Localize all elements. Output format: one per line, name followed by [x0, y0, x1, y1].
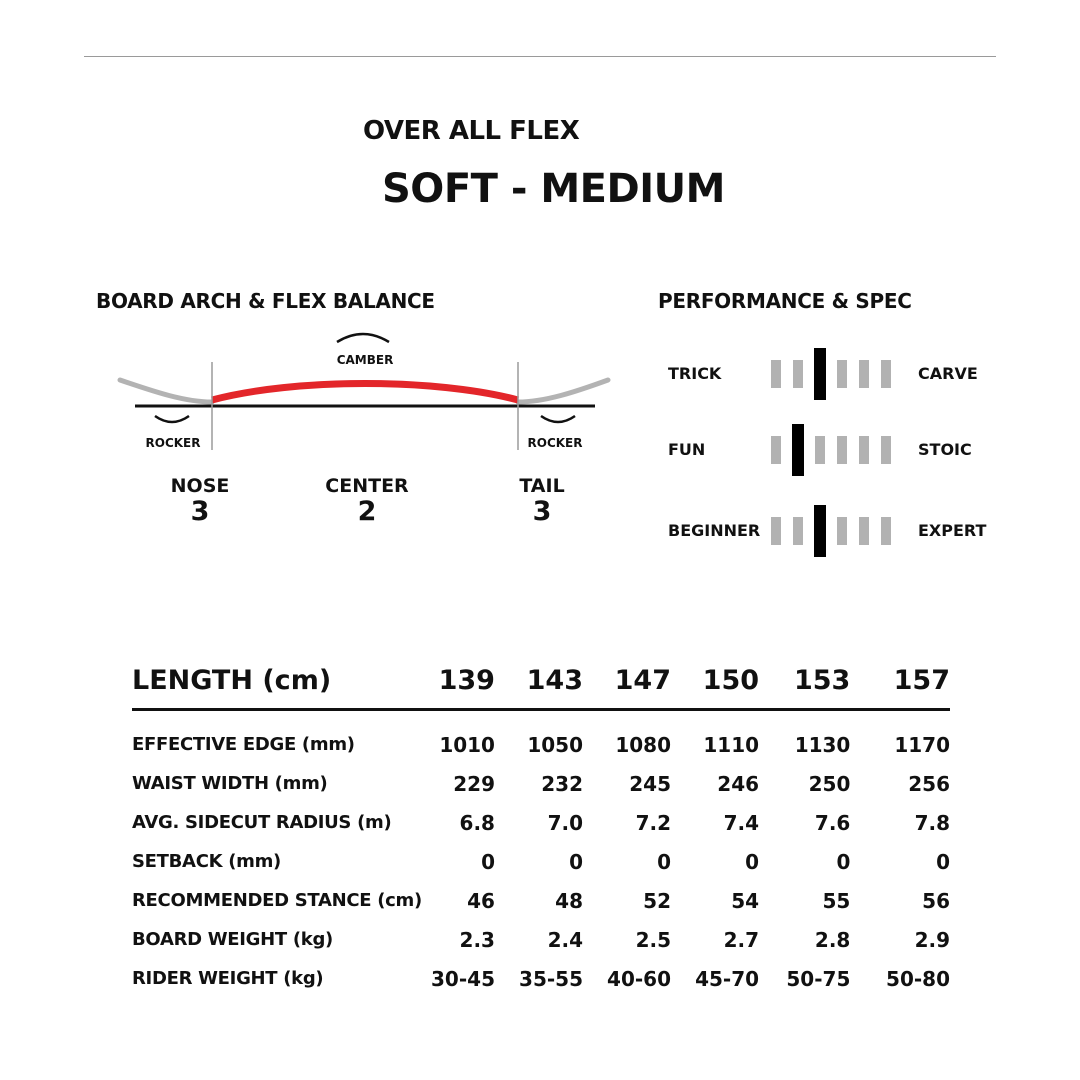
spec-cell: 7.2	[635, 810, 672, 835]
scale-marker-active	[792, 424, 804, 476]
spec-cell: 229	[453, 771, 495, 796]
scale-segment	[793, 517, 803, 545]
scale-segment	[881, 436, 891, 464]
camber-curve	[212, 384, 518, 401]
scale-fun-label: FUN	[668, 440, 706, 459]
length-header-label: LENGTH (cm)	[132, 660, 422, 710]
spec-row	[132, 881, 950, 920]
spec-cell: 245	[629, 771, 672, 796]
spec-cell: 2.3	[459, 927, 495, 952]
scale-beginner-expert	[776, 505, 886, 557]
spec-cell: 40-60	[607, 966, 672, 991]
zone-tail-label: TAIL	[519, 475, 565, 497]
spec-row	[132, 842, 950, 881]
spec-cell: 2.9	[914, 927, 950, 952]
spec-cell: 0	[569, 849, 583, 874]
spec-cell: 2.8	[814, 927, 851, 952]
scale-segment	[793, 360, 803, 388]
spec-cell: 55	[822, 888, 851, 913]
zone-nose-label: NOSE	[170, 475, 230, 497]
spec-cell: 1170	[894, 732, 950, 757]
scale-segment	[771, 517, 781, 545]
spec-cell: 2.4	[547, 927, 583, 952]
length-147: 147	[583, 660, 671, 710]
tail-rocker-curve	[518, 380, 608, 402]
spec-row-label: WAIST WIDTH (mm)	[132, 773, 328, 794]
board-arch-diagram	[115, 320, 615, 455]
spec-cell: 46	[467, 888, 495, 913]
zone-nose	[130, 475, 270, 527]
spec-cell: 7.4	[723, 810, 760, 835]
zone-nose-value: 3	[190, 496, 210, 527]
spec-row-label: AVG. SIDECUT RADIUS (m)	[132, 812, 392, 833]
camber-arc-icon	[337, 334, 389, 342]
spec-cell: 48	[555, 888, 583, 913]
spec-cell: 45-70	[695, 966, 760, 991]
scale-segment	[859, 360, 869, 388]
spec-cell: 250	[808, 771, 851, 796]
spec-row-label: RECOMMENDED STANCE (cm)	[132, 890, 422, 911]
nose-rocker-curve	[120, 380, 212, 402]
spec-cell: 7.6	[814, 810, 851, 835]
spec-cell: 0	[745, 849, 760, 874]
zone-center	[297, 475, 437, 527]
spec-cell: 54	[731, 888, 760, 913]
camber-label: CAMBER	[336, 353, 394, 367]
spec-row-label: BOARD WEIGHT (kg)	[132, 929, 333, 950]
spec-cell: 0	[836, 849, 851, 874]
length-153: 153	[759, 660, 850, 710]
scale-marker-active	[814, 348, 826, 400]
scale-trick-label: TRICK	[668, 364, 722, 383]
spec-cell: 0	[657, 849, 672, 874]
zone-center-label: CENTER	[325, 475, 409, 497]
spec-row	[132, 803, 950, 842]
scale-segment	[771, 436, 781, 464]
zone-tail-value: 3	[532, 496, 552, 527]
spec-row-label: SETBACK (mm)	[132, 851, 281, 872]
spec-row	[132, 959, 950, 998]
spec-cell: 1080	[615, 732, 672, 757]
scale-segment	[837, 360, 847, 388]
performance-heading: PERFORMANCE & SPEC	[658, 289, 912, 313]
spec-cell: 1010	[439, 732, 495, 757]
spec-cell: 6.8	[459, 810, 495, 835]
scale-marker-active	[814, 505, 826, 557]
spec-cell: 2.7	[723, 927, 760, 952]
overall-flex-value: SOFT - MEDIUM	[382, 166, 725, 212]
spec-cell: 0	[936, 849, 950, 874]
spec-cell: 7.8	[914, 810, 950, 835]
spec-cell: 56	[922, 888, 950, 913]
rocker-right-arc-icon	[541, 416, 575, 422]
spec-cell: 7.0	[547, 810, 583, 835]
length-139: 139	[422, 660, 495, 710]
spec-cell: 2.5	[635, 927, 672, 952]
spec-cell: 1050	[527, 732, 583, 757]
spec-row	[132, 710, 950, 765]
scale-beginner-label: BEGINNER	[668, 521, 761, 540]
rocker-left-label: ROCKER	[145, 436, 201, 450]
length-143: 143	[495, 660, 583, 710]
scale-segment	[815, 436, 825, 464]
scale-segment	[859, 436, 869, 464]
scale-stoic-label: STOIC	[918, 440, 972, 459]
scale-segment	[859, 517, 869, 545]
overall-flex-title: OVER ALL FLEX	[363, 116, 580, 146]
rocker-right-label: ROCKER	[527, 436, 583, 450]
top-divider	[84, 56, 996, 57]
spec-row	[132, 764, 950, 803]
spec-cell: 0	[481, 849, 495, 874]
scale-segment	[771, 360, 781, 388]
length-150: 150	[671, 660, 759, 710]
scale-expert-label: EXPERT	[918, 521, 987, 540]
scale-segment	[881, 517, 891, 545]
spec-cell: 50-80	[886, 966, 950, 991]
zone-center-value: 2	[357, 496, 377, 527]
scale-carve-label: CARVE	[918, 364, 978, 383]
length-header-row	[132, 660, 950, 710]
scale-segment	[837, 517, 847, 545]
scale-fun-stoic	[776, 424, 886, 476]
spec-cell: 50-75	[786, 966, 851, 991]
spec-row-label: EFFECTIVE EDGE (mm)	[132, 734, 355, 755]
length-157: 157	[850, 660, 950, 710]
zone-tail	[472, 475, 612, 527]
scale-segment	[837, 436, 847, 464]
rocker-left-arc-icon	[155, 416, 189, 422]
spec-row	[132, 920, 950, 959]
spec-cell: 1130	[794, 732, 851, 757]
spec-cell: 256	[908, 771, 950, 796]
spec-cell: 1110	[703, 732, 760, 757]
scale-trick-carve	[776, 348, 886, 400]
spec-cell: 52	[643, 888, 672, 913]
spec-table	[132, 660, 950, 998]
spec-cell: 246	[717, 771, 760, 796]
spec-row-label: RIDER WEIGHT (kg)	[132, 968, 324, 989]
spec-cell: 232	[541, 771, 583, 796]
arch-heading: BOARD ARCH & FLEX BALANCE	[96, 289, 435, 313]
spec-cell: 30-45	[431, 966, 495, 991]
spec-cell: 35-55	[519, 966, 583, 991]
scale-segment	[881, 360, 891, 388]
